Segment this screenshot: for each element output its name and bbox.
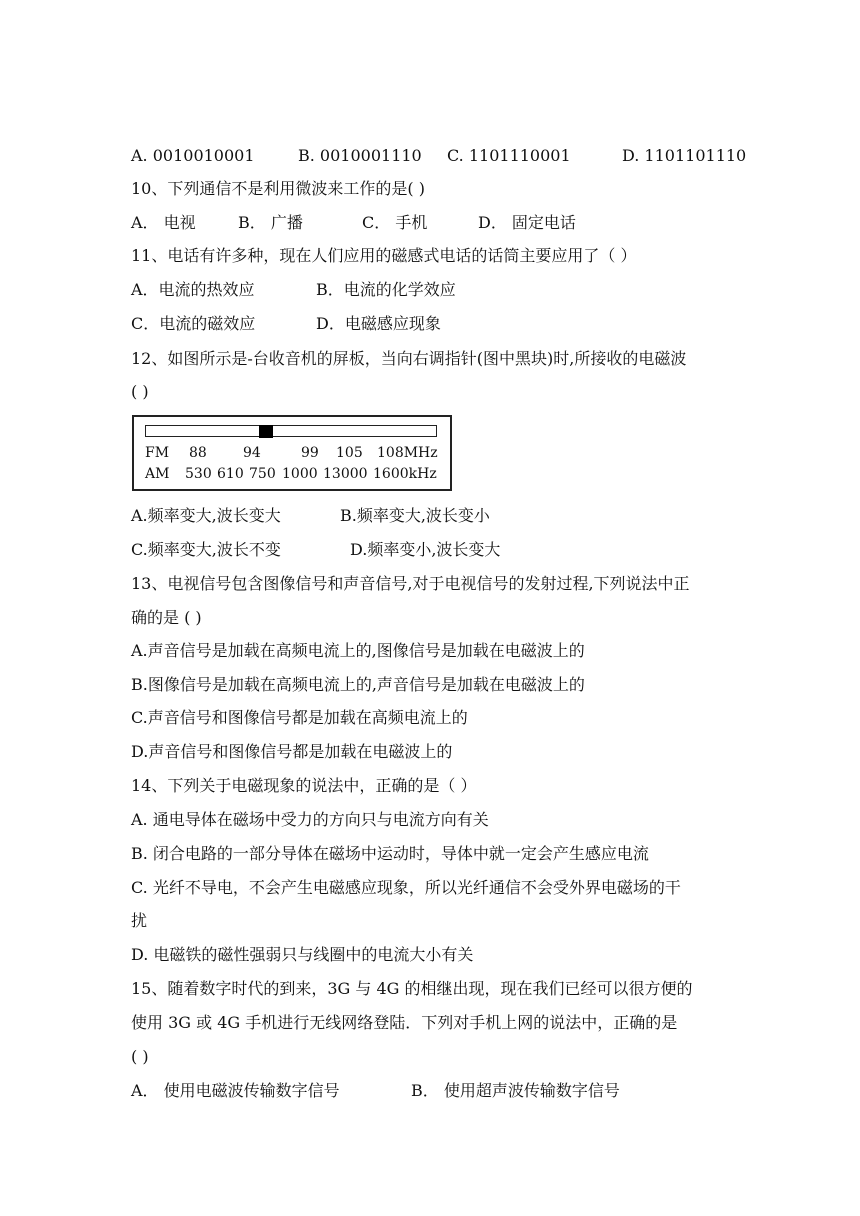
q15-stem-cont: 使用 3G 或 4G 手机进行无线网络登陆．下列对手机上网的说法中，正确的是 <box>131 1013 678 1032</box>
am-tick: 610 <box>217 466 244 482</box>
q12-option-c: C.频率变大,波长不变 <box>131 540 281 559</box>
fm-label: FM <box>145 445 170 461</box>
radio-dial-figure <box>132 415 452 491</box>
q9-option-c: C. 1101110001 <box>447 146 571 165</box>
am-tick: 13000 <box>323 466 368 482</box>
q14-option-c: C. 光纤不导电，不会产生电磁感应现象，所以光纤通信不会受外界电磁场的干 <box>131 878 681 897</box>
q13-stem-cont: 确的是 ( ) <box>131 608 202 627</box>
q12-stem: 12、如图所示是-台收音机的屏板，当向右调指针(图中黑块)时,所接收的电磁波 <box>131 349 687 368</box>
am-label: AM <box>145 466 170 482</box>
tuning-pointer <box>259 425 273 438</box>
q13-option-a: A.声音信号是加载在高频电流上的,图像信号是加载在电磁波上的 <box>131 641 585 660</box>
q14-option-c-cont: 扰 <box>131 911 148 930</box>
q12-option-b: B.频率变大,波长变小 <box>340 506 490 525</box>
q11-option-d: D．电磁感应现象 <box>316 314 441 333</box>
q11-option-a: A．电流的热效应 <box>131 280 255 299</box>
q15-option-a: A． 使用电磁波传输数字信号 <box>131 1081 340 1100</box>
q13-option-c: C.声音信号和图像信号都是加载在高频电流上的 <box>131 708 468 727</box>
q10-option-d: D． 固定电话 <box>478 213 576 232</box>
q15-stem-blank: ( ) <box>131 1047 149 1066</box>
fm-tick: 108MHz <box>377 445 438 461</box>
q10-stem: 10、下列通信不是利用微波来工作的是( ) <box>131 179 425 198</box>
fm-tick: 105 <box>336 445 363 461</box>
fm-tick: 88 <box>189 445 207 461</box>
q15-stem: 15、随着数字时代的到来，3G 与 4G 的相继出现，现在我们已经可以很方便的 <box>131 979 693 998</box>
q14-stem: 14、下列关于电磁现象的说法中，正确的是（ ） <box>131 776 477 795</box>
q9-option-b: B. 0010001110 <box>298 146 422 165</box>
fm-tick: 99 <box>301 445 319 461</box>
q13-stem: 13、电视信号包含图像信号和声音信号,对于电视信号的发射过程,下列说法中正 <box>131 574 690 593</box>
q10-option-a: A． 电视 <box>131 213 196 232</box>
q13-option-d: D.声音信号和图像信号都是加载在电磁波上的 <box>131 742 453 761</box>
am-tick: 750 <box>249 466 276 482</box>
am-tick: 1600kHz <box>373 466 437 482</box>
q11-stem: 11、电话有许多种，现在人们应用的磁感式电话的话筒主要应用了（ ） <box>131 246 637 265</box>
fm-tick: 94 <box>243 445 261 461</box>
q11-option-b: B．电流的化学效应 <box>316 280 456 299</box>
q12-stem-blank: ( ) <box>131 382 149 401</box>
q14-option-d: D. 电磁铁的磁性强弱只与线圈中的电流大小有关 <box>131 945 474 964</box>
am-tick: 1000 <box>282 466 318 482</box>
tuning-bar <box>145 425 437 437</box>
q11-option-c: C．电流的磁效应 <box>131 314 256 333</box>
q15-option-b: B． 使用超声波传输数字信号 <box>411 1081 620 1100</box>
am-tick: 530 <box>185 466 212 482</box>
q9-option-a: A. 0010010001 <box>131 146 255 165</box>
q12-option-d: D.频率变小,波长变大 <box>350 540 501 559</box>
q10-option-b: B． 广播 <box>238 213 303 232</box>
q9-option-d: D. 1101101110 <box>622 146 747 165</box>
q14-option-b: B. 闭合电路的一部分导体在磁场中运动时，导体中就一定会产生感应电流 <box>131 844 649 863</box>
q12-option-a: A.频率变大,波长变大 <box>131 506 281 525</box>
q13-option-b: B.图像信号是加载在高频电流上的,声音信号是加载在电磁波上的 <box>131 675 585 694</box>
q10-option-c: C． 手机 <box>362 213 428 232</box>
q14-option-a: A. 通电导体在磁场中受力的方向只与电流方向有关 <box>131 810 489 829</box>
